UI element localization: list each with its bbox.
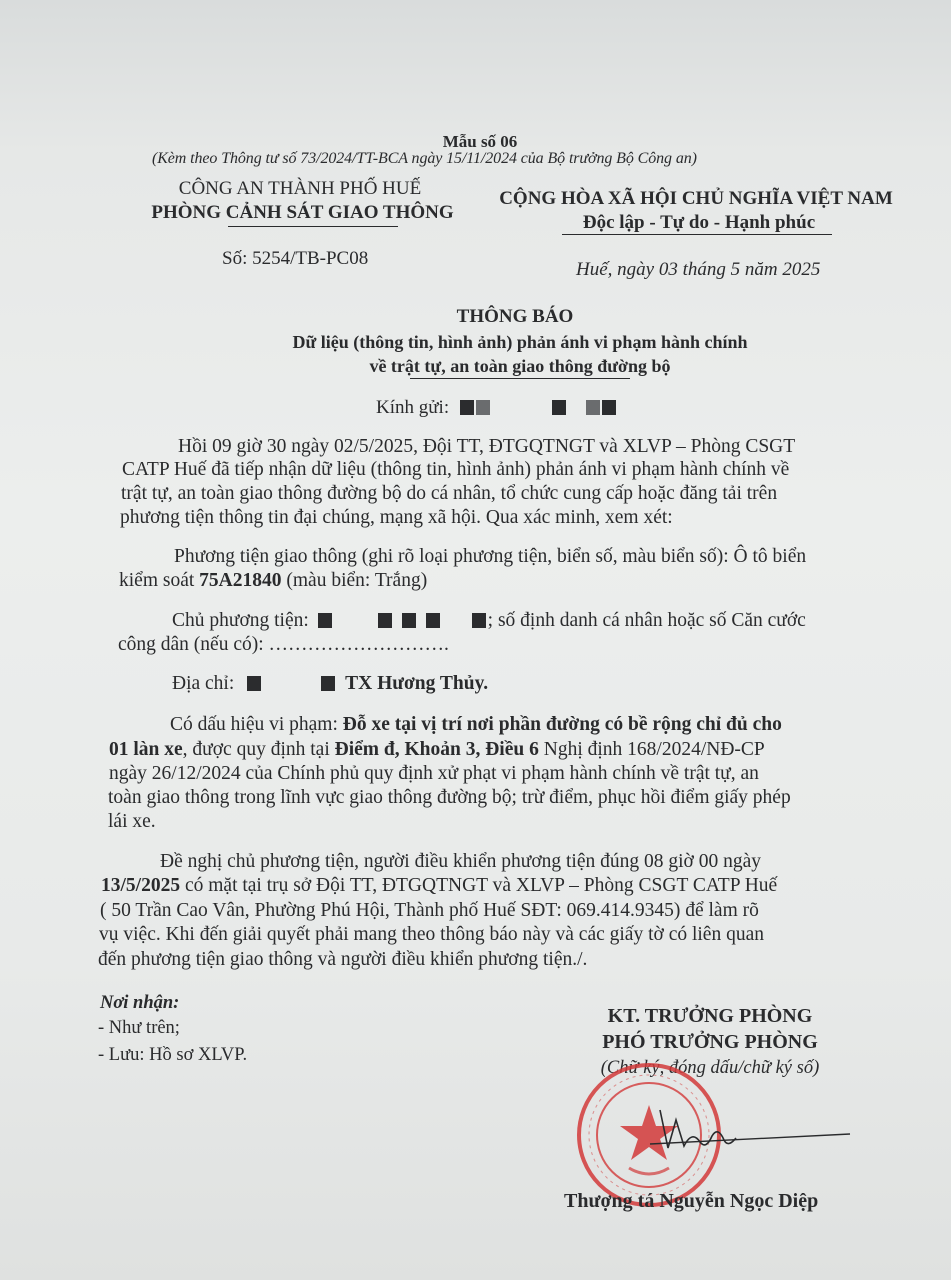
- owner-label: Chủ phương tiện:: [172, 610, 309, 631]
- document-title: THÔNG BÁO: [456, 306, 574, 327]
- redacted-block: [552, 400, 566, 415]
- violation-line2: [109, 739, 765, 761]
- recipients-title: Nơi nhận:: [100, 993, 180, 1013]
- nation-motto: Độc lập - Tự do - Hạnh phúc: [582, 212, 816, 233]
- request-location: có mặt tại trụ sở Đội TT, ĐTGQTNGT và XLVP – Phòng CSGT CATP Huế: [180, 875, 778, 896]
- violation-text: , được quy định tại: [182, 739, 335, 760]
- license-plate: 75A21840: [199, 570, 282, 591]
- signature-title-1: KT. TRƯỞNG PHÒNG: [607, 1005, 813, 1027]
- violation-line1: [170, 714, 782, 736]
- violation-line3: ngày 26/12/2024 của Chính phủ quy định xử phạt vi phạm hành chính về trật tự, an: [109, 763, 759, 784]
- signature-title-2: PHÓ TRƯỞNG PHÒNG: [602, 1031, 818, 1053]
- appointment-date: 13/5/2025: [101, 875, 181, 896]
- redacted-block: [426, 613, 440, 628]
- vehicle-line1: Phương tiện giao thông (ghi rõ loại phương tiện, biển số, màu biển số): Ô tô biển: [174, 546, 807, 567]
- redacted-block: [247, 676, 261, 691]
- vehicle-plate-label: kiểm soát: [119, 570, 200, 591]
- recipients-item-1: - Như trên;: [98, 1018, 180, 1038]
- para1-line1: Hồi 09 giờ 30 ngày 02/5/2025, Đội TT, ĐTGQTNGT và XLVP – Phòng CSGT: [178, 436, 796, 457]
- redacted-block: [402, 613, 416, 628]
- address-line: [172, 673, 488, 695]
- request-line5: đến phương tiện giao thông và người điều khiển phương tiện./.: [98, 949, 588, 970]
- document-subtitle-1: Dữ liệu (thông tin, hình ảnh) phản ánh vi phạm hành chính: [292, 332, 748, 352]
- signer-name: Thượng tá Nguyễn Ngọc Diệp: [564, 1190, 819, 1212]
- document-subtitle-2: về trật tự, an toàn giao thông đường bộ: [369, 356, 671, 376]
- agency-department: PHÒNG CẢNH SÁT GIAO THÔNG: [151, 202, 454, 223]
- nation-name: CỘNG HÒA XÃ HỘI CHỦ NGHĨA VIỆT NAM: [499, 188, 893, 209]
- redacted-block: [586, 400, 600, 415]
- request-line1: Đề nghị chủ phương tiện, người điều khiển phương tiện đúng 08 giờ 00 ngày: [160, 851, 762, 872]
- vehicle-line2: [119, 570, 427, 592]
- redacted-block: [476, 400, 490, 415]
- owner-line2: công dân (nếu có): ……………………….: [118, 634, 449, 655]
- legal-clause: Điểm đ, Khoản 3, Điều 6: [334, 739, 539, 760]
- lane-count: 01 làn xe: [109, 739, 183, 760]
- attached-note: (Kèm theo Thông tư số 73/2024/TT-BCA ngày 15/11/2024 của Bộ trưởng Bộ Công an): [152, 150, 697, 167]
- redacted-block: [602, 400, 616, 415]
- address-value: TX Hương Thủy.: [345, 673, 489, 694]
- para1-line3: trật tự, an toàn giao thông đường bộ do cá nhân, tổ chức cung cấp hoặc đăng tải trên: [121, 483, 778, 504]
- handwritten-signature: [640, 1100, 860, 1160]
- owner-line1: [172, 610, 806, 632]
- signature-note: (Chữ ký, đóng dấu/chữ ký số): [600, 1058, 820, 1078]
- owner-id-label: ; số định danh cá nhân hoặc số Căn cước: [487, 610, 806, 631]
- recipient-label: Kính gửi:: [376, 397, 450, 418]
- plate-color: (màu biển: Trắng): [281, 570, 428, 591]
- document-number: Số: 5254/TB-PC08: [222, 248, 369, 269]
- address-label: Địa chỉ:: [172, 673, 235, 694]
- recipients-item-2: - Lưu: Hồ sơ XLVP.: [98, 1045, 248, 1065]
- violation-line5: lái xe.: [108, 811, 156, 832]
- form-number: Mẫu số 06: [442, 132, 518, 151]
- title-underline: [410, 378, 630, 379]
- motto-underline: [562, 234, 832, 235]
- request-line4: vụ việc. Khi đến giải quyết phải mang theo thông báo này và các giấy tờ có liên quan: [99, 924, 764, 945]
- request-line2: [101, 875, 777, 897]
- agency-underline: [228, 226, 398, 227]
- redacted-block: [460, 400, 474, 415]
- para1-line2: CATP Huế đã tiếp nhận dữ liệu (thông tin, hình ảnh) phản ánh vi phạm hành chính về: [122, 459, 790, 480]
- redacted-block: [321, 676, 335, 691]
- violation-label: Có dấu hiệu vi phạm:: [170, 714, 343, 735]
- violation-description: Đỗ xe tại vị trí nơi phần đường có bề rộng chỉ đủ cho: [342, 714, 782, 735]
- redacted-block: [318, 613, 332, 628]
- place-date: Huế, ngày 03 tháng 5 năm 2025: [576, 259, 821, 280]
- redacted-block: [472, 613, 486, 628]
- decree-number: Nghị định 168/2024/NĐ-CP: [538, 739, 765, 760]
- para1-line4: phương tiện thông tin đại chúng, mạng xã hội. Qua xác minh, xem xét:: [120, 507, 673, 528]
- recipient-line: [376, 397, 618, 419]
- request-line3: ( 50 Trần Cao Vân, Phường Phú Hội, Thành phố Huế SĐT: 069.414.9345) để làm rõ: [100, 900, 759, 921]
- redacted-block: [378, 613, 392, 628]
- violation-line4: toàn giao thông trong lĩnh vực giao thông đường bộ; trừ điểm, phục hồi điểm giấy phép: [108, 787, 791, 808]
- agency-name: CÔNG AN THÀNH PHỐ HUẾ: [178, 178, 422, 199]
